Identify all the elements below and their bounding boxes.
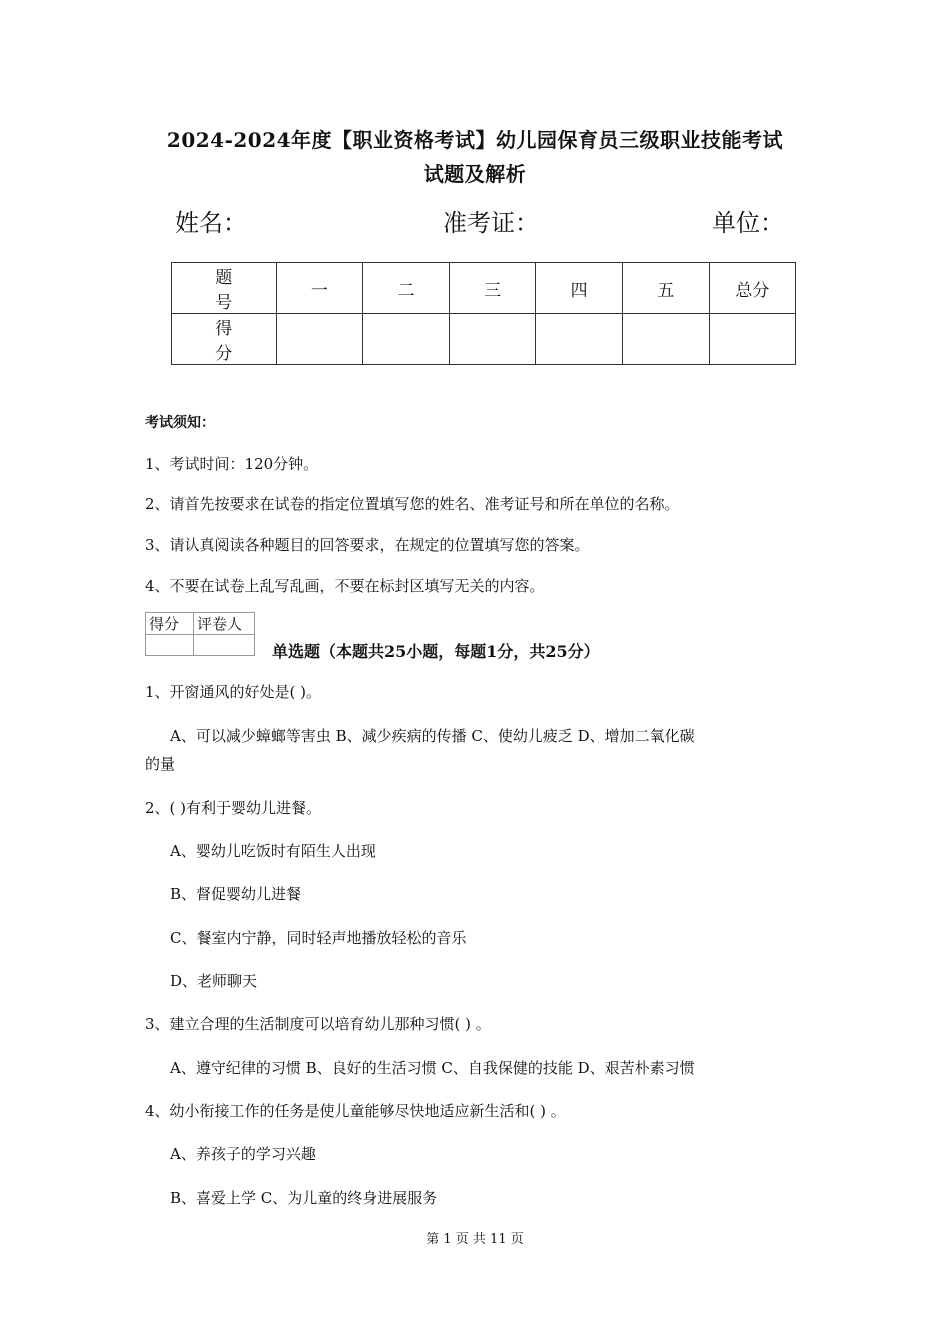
score-cell[interactable] <box>363 314 450 365</box>
notice-item: 1、考试时间：120分钟。 <box>145 455 319 473</box>
question-4-option-a: A、养孩子的学习兴趣 <box>170 1145 316 1163</box>
notice-heading: 考试须知： <box>145 415 215 431</box>
question-2-option-a: A、婴幼儿吃饭时有陌生人出现 <box>170 842 376 860</box>
section-title: 单选题（本题共25小题，每题1分，共25分） <box>272 642 600 661</box>
notice-item: 2、请首先按要求在试卷的指定位置填写您的姓名、准考证号和所在单位的名称。 <box>145 495 680 513</box>
score-table-header-cell: 题 号 <box>172 263 277 314</box>
name-field-label: 姓名： <box>175 209 247 237</box>
score-table-header-cell: 二 <box>363 263 450 314</box>
score-table <box>171 262 796 365</box>
score-row-label: 得 分 <box>172 314 277 365</box>
score-table-header-row <box>172 263 796 314</box>
notice-item: 3、请认真阅读各种题目的回答要求，在规定的位置填写您的答案。 <box>145 536 590 554</box>
score-table-header-cell: 五 <box>622 263 709 314</box>
exam-title-line1: 2024-2024年度【职业资格考试】幼儿园保育员三级职业技能考试 <box>166 128 784 152</box>
question-1-options-cont: 的量 <box>145 755 176 773</box>
grader-box <box>145 612 255 656</box>
grader-box-score-cell[interactable] <box>146 635 194 656</box>
score-cell[interactable] <box>276 314 363 365</box>
question-1-options: A、可以减少蟑螂等害虫 B、减少疾病的传播 C、使幼儿疲乏 D、增加二氧化碳 <box>170 727 695 745</box>
score-table-header-cell: 四 <box>536 263 623 314</box>
question-4-option-bc: B、喜爱上学 C、为儿童的终身进展服务 <box>170 1189 438 1207</box>
question-3-options: A、遵守纪律的习惯 B、良好的生活习惯 C、自我保健的技能 D、艰苦朴素习惯 <box>170 1059 695 1077</box>
exam-id-field-label: 准考证： <box>443 209 539 237</box>
unit-field-label: 单位： <box>712 209 784 237</box>
score-cell[interactable] <box>709 314 796 365</box>
question-2-stem: 2、( )有利于婴幼儿进餐。 <box>145 799 322 817</box>
exam-title-line2: 试题及解析 <box>423 162 527 186</box>
notice-item: 4、不要在试卷上乱写乱画，不要在标封区填写无关的内容。 <box>145 577 545 595</box>
question-3-stem: 3、建立合理的生活制度可以培育幼儿那种习惯( ) 。 <box>145 1015 491 1033</box>
question-4-stem: 4、幼小衔接工作的任务是使儿童能够尽快地适应新生活和( ) 。 <box>145 1102 566 1120</box>
score-table-score-row <box>172 314 796 365</box>
grader-box-score-label: 得分 <box>146 613 194 635</box>
score-cell[interactable] <box>622 314 709 365</box>
page-number-footer: 第 1 页 共 11 页 <box>426 1232 524 1247</box>
question-2-option-d: D、老师聊天 <box>170 972 258 990</box>
score-table-header-cell: 一 <box>276 263 363 314</box>
score-table-header-cell: 总分 <box>709 263 796 314</box>
score-table-header-cell: 三 <box>449 263 536 314</box>
grader-box-grader-label: 评卷人 <box>194 613 255 635</box>
score-cell[interactable] <box>536 314 623 365</box>
question-2-option-b: B、督促婴幼儿进餐 <box>170 885 302 903</box>
score-cell[interactable] <box>449 314 536 365</box>
grader-box-grader-cell[interactable] <box>194 635 255 656</box>
question-2-option-c: C、餐室内宁静，同时轻声地播放轻松的音乐 <box>170 929 467 947</box>
question-1-stem: 1、开窗通风的好处是( )。 <box>145 683 322 701</box>
